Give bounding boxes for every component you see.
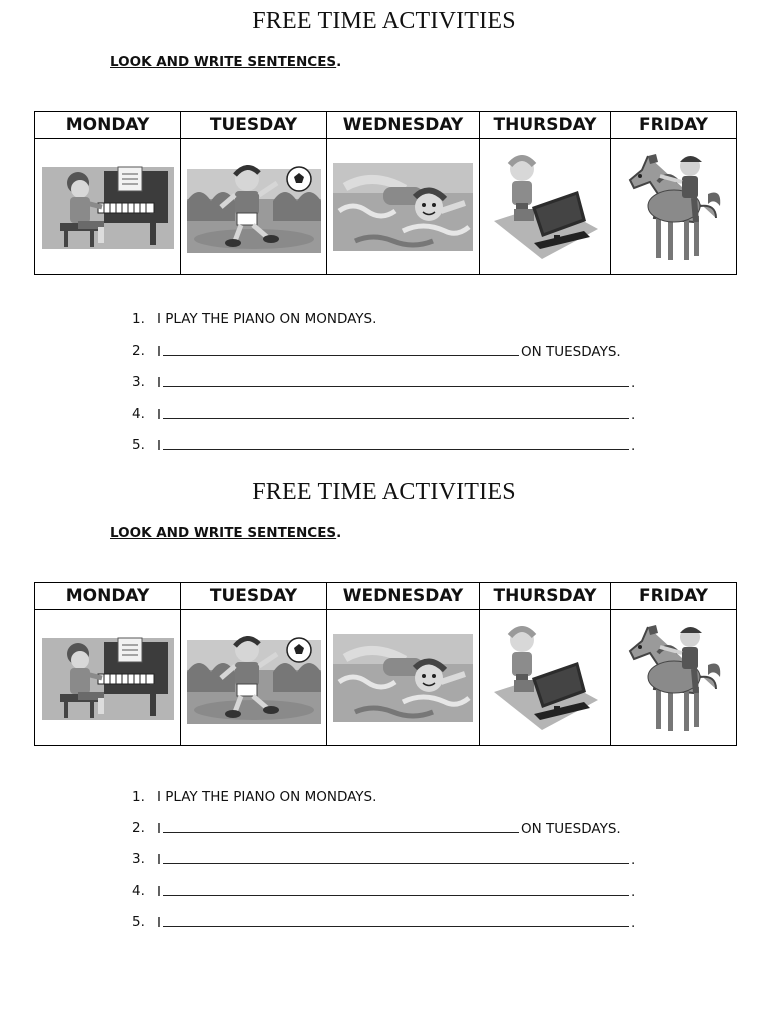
example-sentence: I PLAY THE PIANO ON MONDAYS. [157,311,377,327]
example-sentence: I PLAY THE PIANO ON MONDAYS. [157,789,377,805]
answer-blank[interactable] [163,883,629,896]
sentence-number: 3. [132,851,145,867]
day-header-monday: MONDAY [35,583,181,610]
sentence-start: I [157,375,161,391]
computer-user-picture [490,622,600,734]
instruction [110,525,341,541]
instruction [110,54,341,70]
day-header-wednesday: WEDNESDAY [327,583,480,610]
thursday-cell [480,610,611,746]
day-header-tuesday: TUESDAY [181,583,327,610]
wednesday-cell [327,139,480,275]
friday-cell [611,139,737,275]
instruction-text: LOOK AND WRITE SENTENCES [110,525,337,541]
swimmer-picture [333,161,473,253]
computer-user-picture [490,151,600,263]
sentence-start: I [157,344,161,360]
instruction-period: . [336,525,342,541]
football-player-picture [187,632,321,724]
sentence-start: I [157,915,161,931]
answer-blank[interactable] [163,406,629,419]
sentence-number: 2. [132,820,145,836]
sentence-end: . [630,852,636,868]
sentence-end: ON TUESDAYS. [520,821,621,837]
sentence-number: 1. [132,311,145,327]
sentence-number: 1. [132,789,145,805]
sentence-start: I [157,407,161,423]
friday-cell [611,610,737,746]
sentence-start: I [157,852,161,868]
answer-blank[interactable] [163,851,629,864]
sentence-end: . [630,438,636,454]
worksheet-title: FREE TIME ACTIVITIES [252,479,516,505]
day-header-thursday: THURSDAY [480,112,611,139]
sentence-number: 2. [132,343,145,359]
sentence-number: 4. [132,883,145,899]
sentence-text [157,343,621,360]
day-header-tuesday: TUESDAY [181,112,327,139]
horse-rider-picture [624,619,724,737]
instruction-period: . [336,54,342,70]
sentence-end: ON TUESDAYS. [520,344,621,360]
horse-rider-picture [624,148,724,266]
answer-blank[interactable] [163,820,519,833]
days-table [34,582,737,746]
instruction-text: LOOK AND WRITE SENTENCES [110,54,337,70]
tuesday-cell [181,139,327,275]
day-header-thursday: THURSDAY [480,583,611,610]
monday-cell [35,610,181,746]
sentence-text [157,820,621,837]
day-header-friday: FRIDAY [611,583,737,610]
sentence-text [157,883,635,900]
sentence-text [157,406,635,423]
monday-cell [35,139,181,275]
answer-blank[interactable] [163,343,519,356]
sentence-end: . [630,407,636,423]
sentence-number: 5. [132,914,145,930]
swimmer-picture [333,632,473,724]
day-header-friday: FRIDAY [611,112,737,139]
answer-blank[interactable] [163,437,629,450]
thursday-cell [480,139,611,275]
day-header-wednesday: WEDNESDAY [327,112,480,139]
football-player-picture [187,161,321,253]
sentence-start: I [157,884,161,900]
worksheet-title: FREE TIME ACTIVITIES [252,8,516,34]
sentence-text [157,914,635,931]
days-table [34,111,737,275]
sentence-number: 4. [132,406,145,422]
sentence-start: I [157,438,161,454]
sentence-text [157,437,635,454]
answer-blank[interactable] [163,374,629,387]
answer-blank[interactable] [163,914,629,927]
piano-player-picture [42,163,174,251]
piano-player-picture [42,634,174,722]
sentence-text [157,851,635,868]
sentence-number: 3. [132,374,145,390]
sentence-end: . [630,884,636,900]
sentence-number: 5. [132,437,145,453]
sentence-text [157,374,635,391]
sentence-end: . [630,915,636,931]
tuesday-cell [181,610,327,746]
wednesday-cell [327,610,480,746]
sentence-end: . [630,375,636,391]
sentence-start: I [157,821,161,837]
day-header-monday: MONDAY [35,112,181,139]
